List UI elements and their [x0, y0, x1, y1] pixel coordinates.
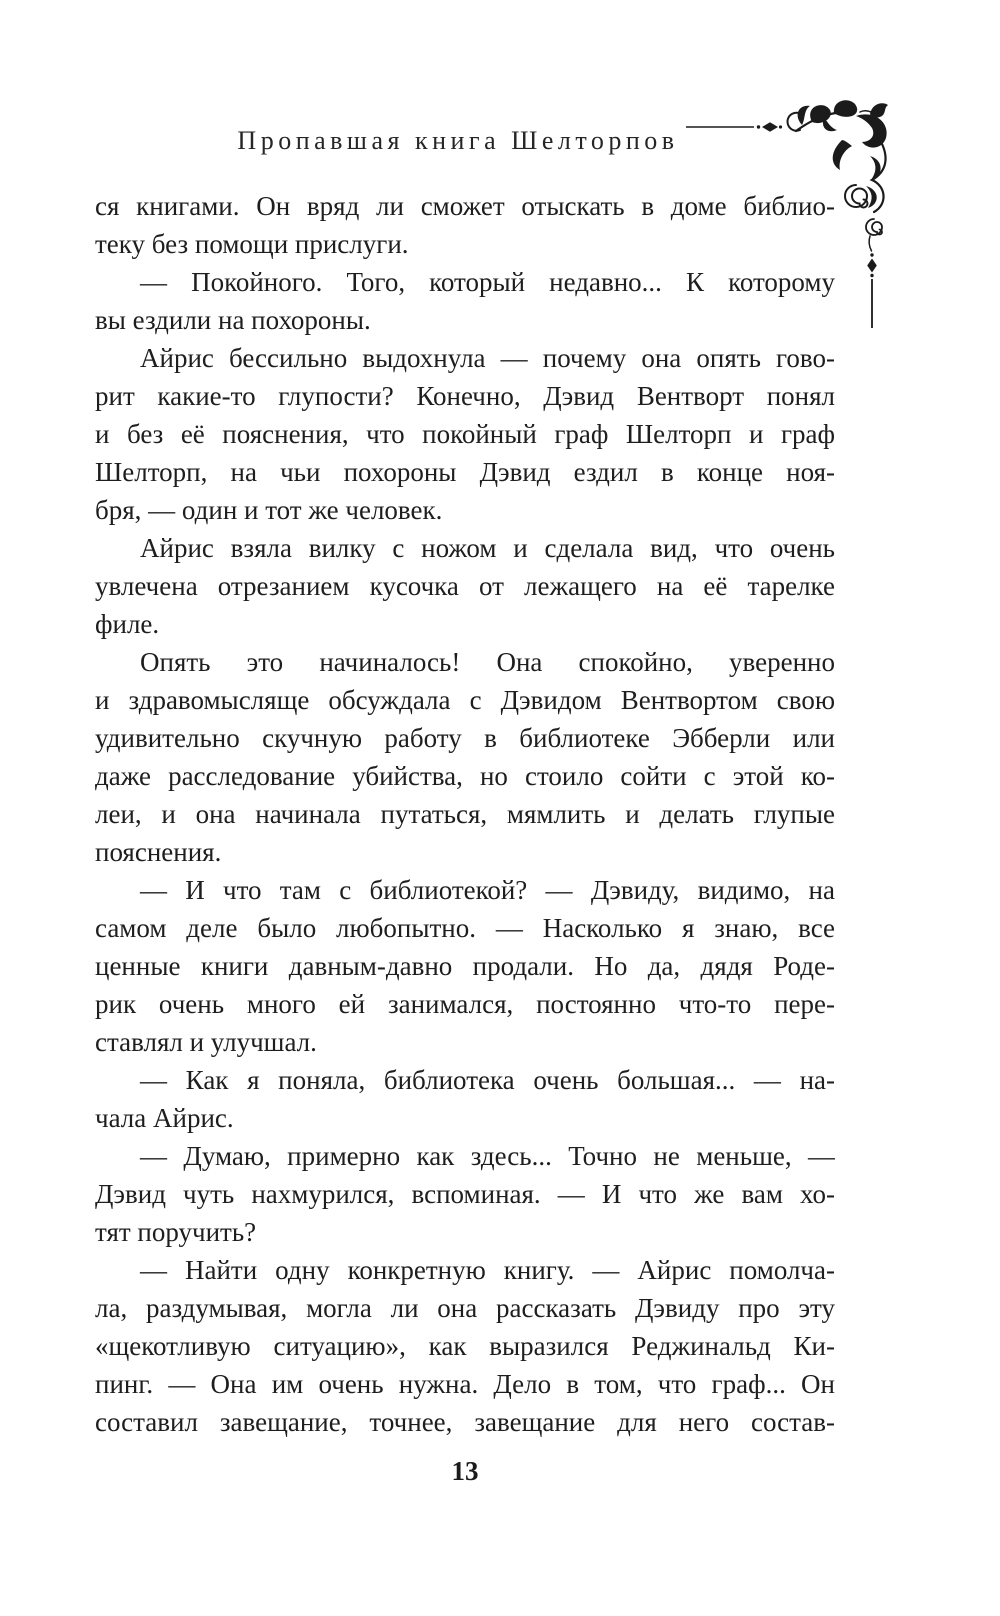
text-line: — Найти одну конкретную книгу. — Айрис помолча- [140, 1255, 835, 1285]
text-line: пинг. — Она им очень нужна. Дело в том, что граф... Он [95, 1369, 835, 1399]
text-line: и здравомысляще обсуждала с Дэвидом Вентвортом свою [95, 685, 835, 715]
text-line: Опять это начиналось! Она спокойно, уверенно [140, 647, 835, 677]
text-line: Шелторп, на чьи похороны Дэвид ездил в конце ноя- [95, 457, 835, 487]
text-line: тят поручить? [95, 1217, 257, 1247]
text-line: «щекотливую ситуацию», как выразился Реджинальд Ки- [95, 1331, 835, 1361]
text-line: Айрис бессильно выдохнула — почему она опять гово- [140, 343, 835, 373]
text-line: ценные книги давным-давно продали. Но да, дядя Роде- [95, 951, 835, 981]
text-line: теку без помощи прислуги. [95, 229, 409, 259]
diamond-finial-icon [762, 122, 778, 132]
text-line: даже расследование убийства, но стоило сойти с этой ко- [95, 761, 835, 791]
text-line: рит какие-то глупости? Конечно, Дэвид Вентворт понял [95, 381, 835, 411]
text-line: филе. [95, 609, 160, 639]
text-line: Айрис взяла вилку с ножом и сделала вид, что очень [140, 533, 835, 563]
text-line: увлечена отрезанием кусочка от лежащего на её тарелке [95, 571, 835, 601]
text-line: пояснения. [95, 837, 222, 867]
ornament-vertical-rule [871, 279, 873, 328]
text-line: и без её пояснения, что покойный граф Шелторп и граф [95, 419, 835, 449]
text-line: — И что там с библиотекой? — Дэвиду, видимо, на [140, 875, 835, 905]
text-line: рик очень много ей занимался, постоянно что-то пере- [95, 989, 835, 1019]
ornament-horizontal-rule [686, 126, 754, 128]
text-line: — Думаю, примерно как здесь... Точно не меньше, — [140, 1141, 835, 1171]
text-line: Дэвид чуть нахмурился, вспоминая. — И что же вам хо- [95, 1179, 835, 1209]
text-line: составил завещание, точнее, завещание для него состав- [95, 1407, 835, 1437]
running-header-title: Пропавшая книга Шелторпов [237, 126, 679, 155]
text-line: ставлял и улучшал. [95, 1027, 317, 1057]
text-line: чала Айрис. [95, 1103, 234, 1133]
text-line: — Покойного. Того, который недавно... К которому [140, 267, 835, 297]
text-line: ла, раздумывая, могла ли она рассказать Дэвиду про эту [95, 1293, 835, 1323]
text-line: леи, и она начинала путаться, мямлить и делать глупые [95, 799, 835, 829]
diamond-finial-icon [867, 259, 877, 273]
page-text [95, 187, 835, 1441]
text-line: бря, — один и тот же человек. [95, 495, 443, 525]
spiral-curl-icon [845, 185, 868, 208]
text-line: ся книгами. Он вряд ли сможет отыскать в доме библио- [95, 191, 835, 221]
text-line: удивительно скучную работу в библиотеке Эбберли или [95, 723, 835, 753]
page-number: 13 [451, 1456, 479, 1486]
text-line: вы ездили на похороны. [95, 305, 371, 335]
text-line: — Как я поняла, библиотека очень большая... — на- [140, 1065, 835, 1095]
bud-leaf-icon [870, 103, 888, 117]
spiral-curl-icon [866, 219, 882, 235]
text-line: самом деле было любопытно. — Насколько я знаю, все [95, 913, 835, 943]
